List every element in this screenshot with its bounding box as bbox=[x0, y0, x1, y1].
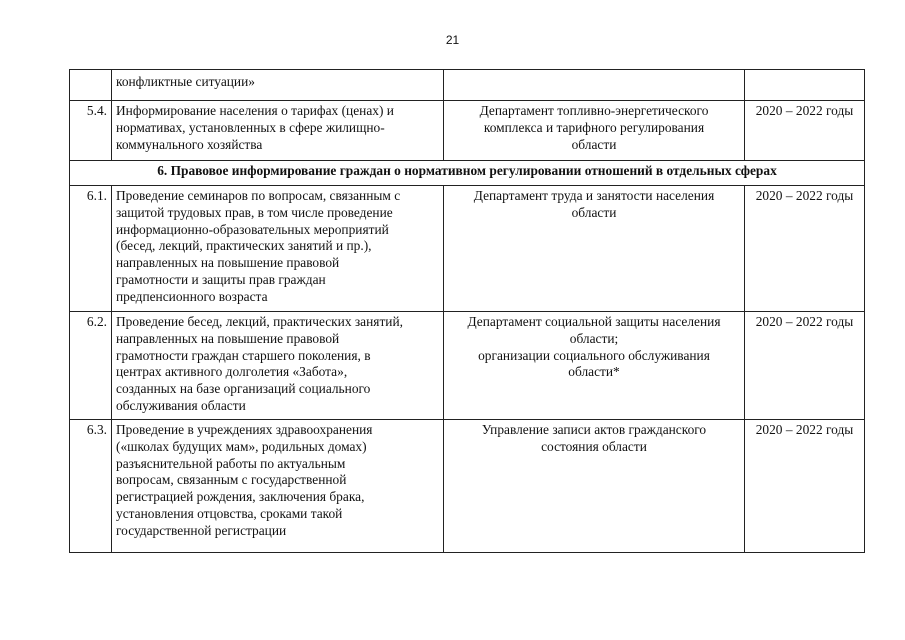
activity-line: разъяснительной работы по актуальным bbox=[116, 455, 346, 471]
executor-line: области; bbox=[569, 330, 619, 346]
executor-cell bbox=[444, 312, 745, 420]
activity-line: вопросам, связанным с государственной bbox=[116, 472, 347, 488]
table-row bbox=[70, 420, 865, 553]
activity-line: Проведение в учреждениях здравоохранения bbox=[116, 422, 373, 437]
table-row bbox=[70, 312, 865, 420]
activity-line: защитой трудовых прав, в том числе проведение bbox=[116, 204, 393, 220]
section-title: 6. Правовое информирование граждан о нормативном регулировании отношений в отдельных сферах bbox=[70, 161, 865, 186]
table-row bbox=[70, 186, 865, 312]
activity-line: конфликтные ситуации» bbox=[116, 74, 255, 89]
activity-line: регистрацией рождения, заключения брака, bbox=[116, 489, 365, 505]
activity-line: направленных на повышение правовой bbox=[116, 255, 340, 271]
activity-line: коммунального хозяйства bbox=[116, 136, 263, 152]
activity-cell bbox=[112, 420, 444, 553]
executor-line: состояния области bbox=[541, 438, 647, 454]
activity-line: (бесед, лекций, практических занятий и пр.), bbox=[116, 238, 372, 254]
activity-line: обслуживания области bbox=[116, 397, 246, 413]
activities-table bbox=[69, 69, 865, 553]
executor-line: Департамент топливно-энергетического bbox=[479, 103, 709, 118]
executor-line: области* bbox=[568, 364, 620, 380]
item-number: 6.3. bbox=[70, 420, 112, 553]
activity-line: государственной регистрации bbox=[116, 522, 287, 538]
item-number: 5.4. bbox=[70, 101, 112, 161]
activity-line: («школах будущих мам», родильных домах) bbox=[116, 438, 367, 454]
item-number: 6.2. bbox=[70, 312, 112, 420]
activity-line: Проведение семинаров по вопросам, связанным с bbox=[116, 188, 401, 203]
activity-line: предпенсионного возраста bbox=[116, 288, 268, 304]
activity-line: информационно-образовательных мероприятий bbox=[116, 221, 389, 237]
executor-line: области bbox=[571, 204, 617, 220]
activity-line: Проведение бесед, лекций, практических занятий, bbox=[116, 314, 403, 329]
item-number: 6.1. bbox=[70, 186, 112, 312]
activity-line: Информирование населения о тарифах (ценах) и bbox=[116, 103, 394, 118]
activity-line: созданных на базе организаций социального bbox=[116, 381, 371, 397]
executor-line: Департамент социальной защиты населения bbox=[467, 314, 721, 329]
term-cell: 2020 – 2022 годы bbox=[745, 101, 865, 161]
item-number bbox=[70, 70, 112, 101]
term-cell bbox=[745, 70, 865, 101]
activity-line: грамотности граждан старшего поколения, в bbox=[116, 347, 371, 363]
activity-line: центрах активного долголетия «Забота», bbox=[116, 364, 348, 380]
executor-line: Управление записи актов гражданского bbox=[481, 422, 707, 437]
term-cell: 2020 – 2022 годы bbox=[745, 420, 865, 553]
executor-line: комплекса и тарифного регулирования bbox=[483, 119, 705, 135]
activity-line: установления отцовства, сроками такой bbox=[116, 505, 343, 521]
term-cell: 2020 – 2022 годы bbox=[745, 312, 865, 420]
table-row bbox=[70, 70, 865, 101]
executor-line: Департамент труда и занятости населения bbox=[473, 188, 715, 203]
activity-line: направленных на повышение правовой bbox=[116, 330, 340, 346]
executor-line: организации социального обслуживания bbox=[478, 347, 710, 363]
activity-cell bbox=[112, 312, 444, 420]
activity-cell bbox=[112, 101, 444, 161]
executor-cell bbox=[444, 420, 745, 553]
term-cell: 2020 – 2022 годы bbox=[745, 186, 865, 312]
activity-cell bbox=[112, 70, 444, 101]
section-row bbox=[70, 161, 865, 186]
table-row bbox=[70, 101, 865, 161]
activity-cell bbox=[112, 186, 444, 312]
executor-cell bbox=[444, 101, 745, 161]
page-number: 21 bbox=[445, 33, 460, 47]
executor-cell bbox=[444, 186, 745, 312]
executor-line: области bbox=[571, 136, 617, 152]
activity-line: грамотности и защиты прав граждан bbox=[116, 271, 326, 287]
activity-line: нормативах, установленных в сфере жилищно- bbox=[116, 119, 385, 135]
executor-cell bbox=[444, 70, 745, 101]
